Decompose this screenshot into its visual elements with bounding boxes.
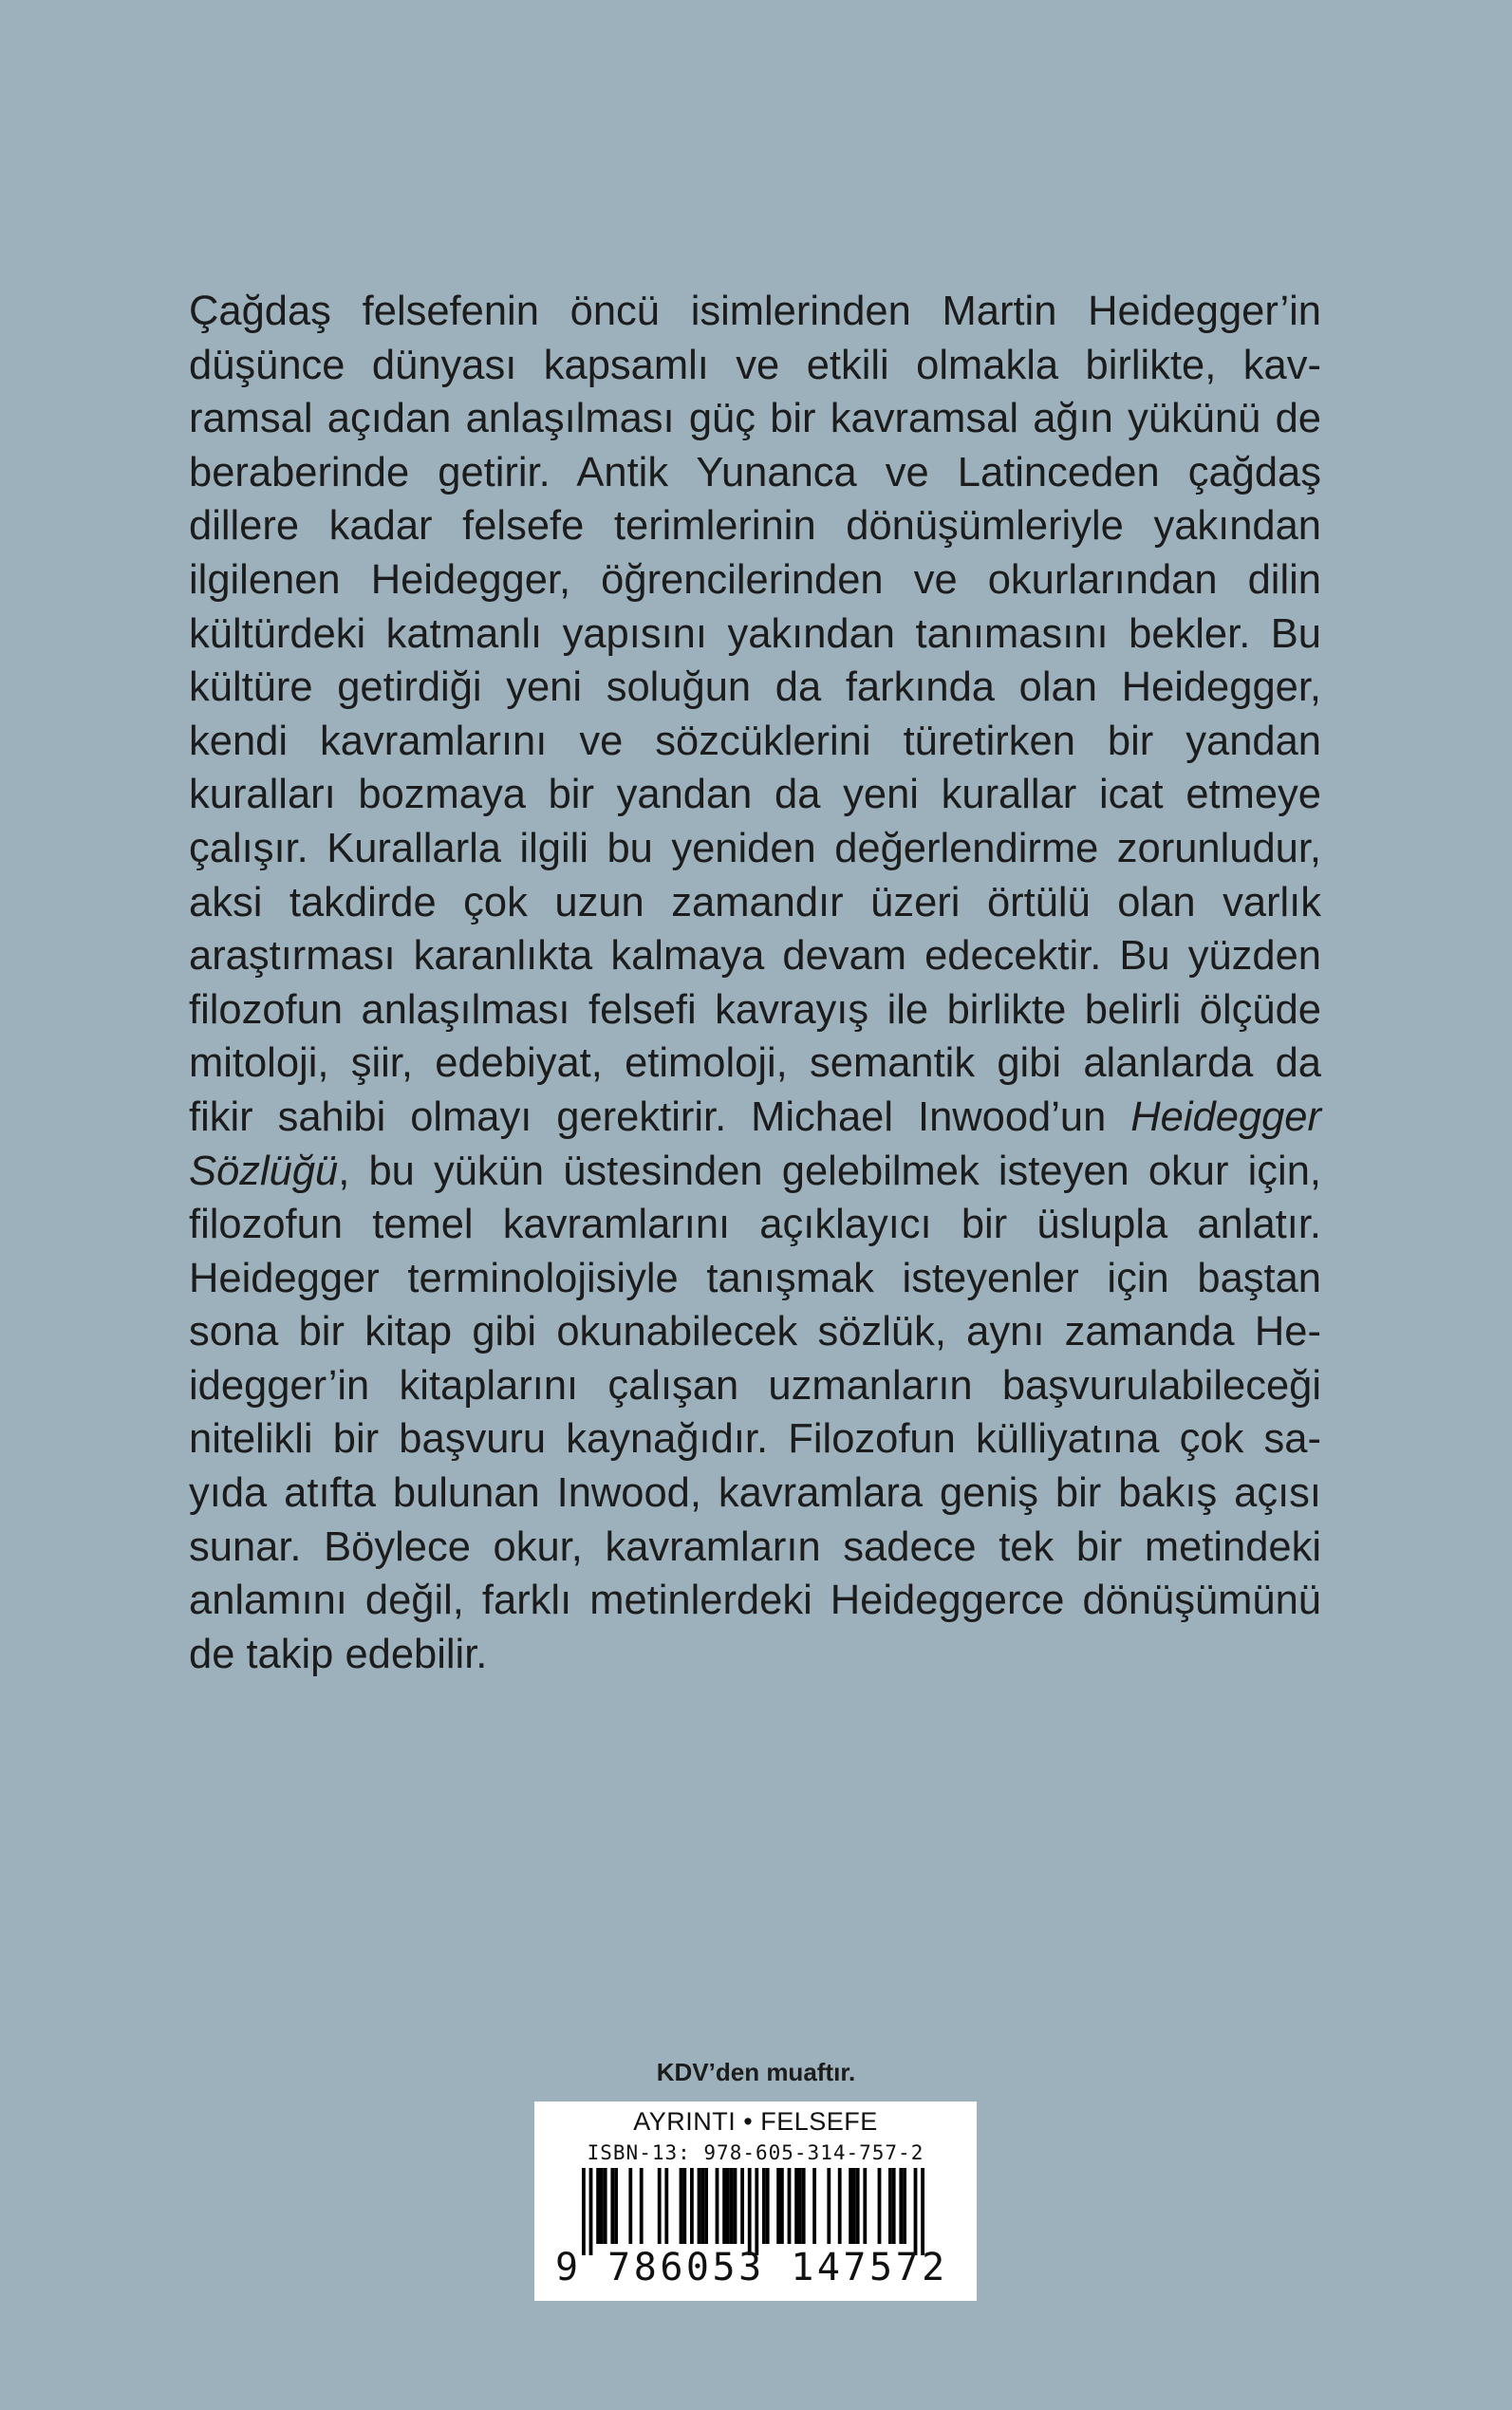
barcode-bar bbox=[604, 2168, 607, 2244]
barcode-label bbox=[534, 2102, 977, 2301]
barcode-bar bbox=[680, 2168, 683, 2244]
barcode-bar bbox=[827, 2168, 831, 2244]
barcode-bar bbox=[740, 2168, 744, 2244]
barcode-bar bbox=[776, 2168, 780, 2244]
barcode-bar bbox=[899, 2168, 903, 2244]
barcode-bar bbox=[762, 2168, 766, 2244]
barcode-bar bbox=[892, 2168, 896, 2244]
barcode-bar bbox=[582, 2168, 586, 2255]
barcode-bar bbox=[596, 2168, 600, 2244]
barcode-bar bbox=[914, 2168, 918, 2255]
barcode-bar bbox=[856, 2168, 860, 2244]
barcode-bar bbox=[614, 2168, 618, 2244]
barcode-bar bbox=[802, 2168, 806, 2244]
barcode-bar bbox=[704, 2168, 708, 2244]
barcode-bar bbox=[748, 2168, 752, 2255]
barcode-bar bbox=[780, 2168, 784, 2244]
barcode-bar bbox=[755, 2168, 758, 2255]
barcode-bar bbox=[788, 2168, 792, 2244]
barcode-bar bbox=[812, 2168, 816, 2244]
barcode-bar bbox=[716, 2168, 719, 2244]
barcode-bar bbox=[921, 2168, 924, 2255]
barcode-bar bbox=[766, 2168, 770, 2244]
barcode-bar bbox=[726, 2168, 730, 2244]
barcode-bar bbox=[794, 2168, 798, 2244]
barcode-bar bbox=[700, 2168, 704, 2244]
barcode-bar bbox=[852, 2168, 856, 2244]
barcode-bar bbox=[849, 2168, 852, 2244]
barcode-icon bbox=[534, 2168, 977, 2255]
barcode-bar bbox=[730, 2168, 734, 2244]
blurb-text-2: , bu yükün üstesinden gelebilmek isteyen okur için, filozofun temel kavramlarını açıklayıcı bir üslupla anlatır. Heidegger terminolojisiyle tanışmak isteyenler için baştan sona bir kitap gibi okunabilecek sözlük, aynı zamanda Heidegger’in kitaplarını çalışan uzmanların başvurulabileceği nitelikli bir başvuru kaynağıdır. Filozofun külliyatına çok sayıda atıfta bulunan Inwood, kavramlara geniş bir bakış açısı sunar. Böylece okur, kavramların sadece tek bir metindeki anlamını değil, farklı metinlerdeki Heideggerce dönüşümünü de takip edebilir. bbox=[189, 1148, 1321, 1677]
barcode-bar bbox=[690, 2168, 694, 2244]
barcode-bar bbox=[600, 2168, 604, 2244]
barcode-bar bbox=[838, 2168, 842, 2244]
barcode-bar bbox=[664, 2168, 668, 2244]
barcode-bar bbox=[734, 2168, 737, 2244]
barcode-bar bbox=[682, 2168, 686, 2244]
barcode-bar bbox=[878, 2168, 882, 2244]
back-cover-blurb bbox=[189, 285, 1321, 1681]
barcode-bar bbox=[628, 2168, 632, 2244]
barcode-bar bbox=[863, 2168, 867, 2244]
publisher-series: AYRINTI • FELSEFE bbox=[633, 2107, 878, 2136]
barcode-bar bbox=[903, 2168, 906, 2244]
book-title: Heidegger Sözlüğü bbox=[189, 1093, 1321, 1194]
barcode-bar bbox=[888, 2168, 892, 2244]
barcode-bar bbox=[589, 2168, 593, 2255]
isbn-text: ISBN-13: 978-605-314-757-2 bbox=[587, 2141, 924, 2164]
barcode-bar bbox=[698, 2168, 701, 2244]
barcode-bar bbox=[610, 2168, 614, 2244]
barcode-digits: 9 786053 147572 bbox=[555, 2246, 948, 2289]
barcode-bar bbox=[798, 2168, 802, 2244]
tax-exempt-note: KDV’den muaftır. bbox=[656, 2058, 856, 2086]
barcode-bar bbox=[722, 2168, 726, 2244]
barcode-bar bbox=[640, 2168, 644, 2244]
barcode-bar bbox=[658, 2168, 662, 2244]
blurb-text-1: Çağdaş felsefenin öncü isimlerinden Martin Heidegger’in düşünce dünyası kapsamlı ve etkili olmakla birlikte, kavramsal açıdan anlaşılması güç bir kavramsal ağın yükünü de beraberinde getirir. Antik Yunanca ve Latinceden çağdaş dillere kadar felsefe terimlerinin dönüşümleriyle yakından ilgilenen Heidegger, öğrencilerinden ve okurlarından dilin kültürdeki katmanlı yapısını yakından tanımasını bekler. Bu kültüre getirdiği yeni soluğun da farkında olan Heidegger, kendi kavramlarını ve sözcüklerini türetirken bir yandan kuralları bozmaya bir yandan da yeni kurallar icat etmeye çalışır. Kurallarla ilgili bu yeniden değerlendirme zorunludur, aksi takdirde çok uzun zamandır üzeri örtülü olan varlık araştırması karanlıkta kalmaya devam edecektir. Bu yüzden filozofun anlaşılması felsefi kavrayış ile birlikte belirli ölçüde mitoloji, şiir, edebiyat, etimoloji, semantik gibi alanlarda da fikir sahibi olmayı gerektirir. Michael Inwood’un bbox=[189, 289, 1321, 1140]
